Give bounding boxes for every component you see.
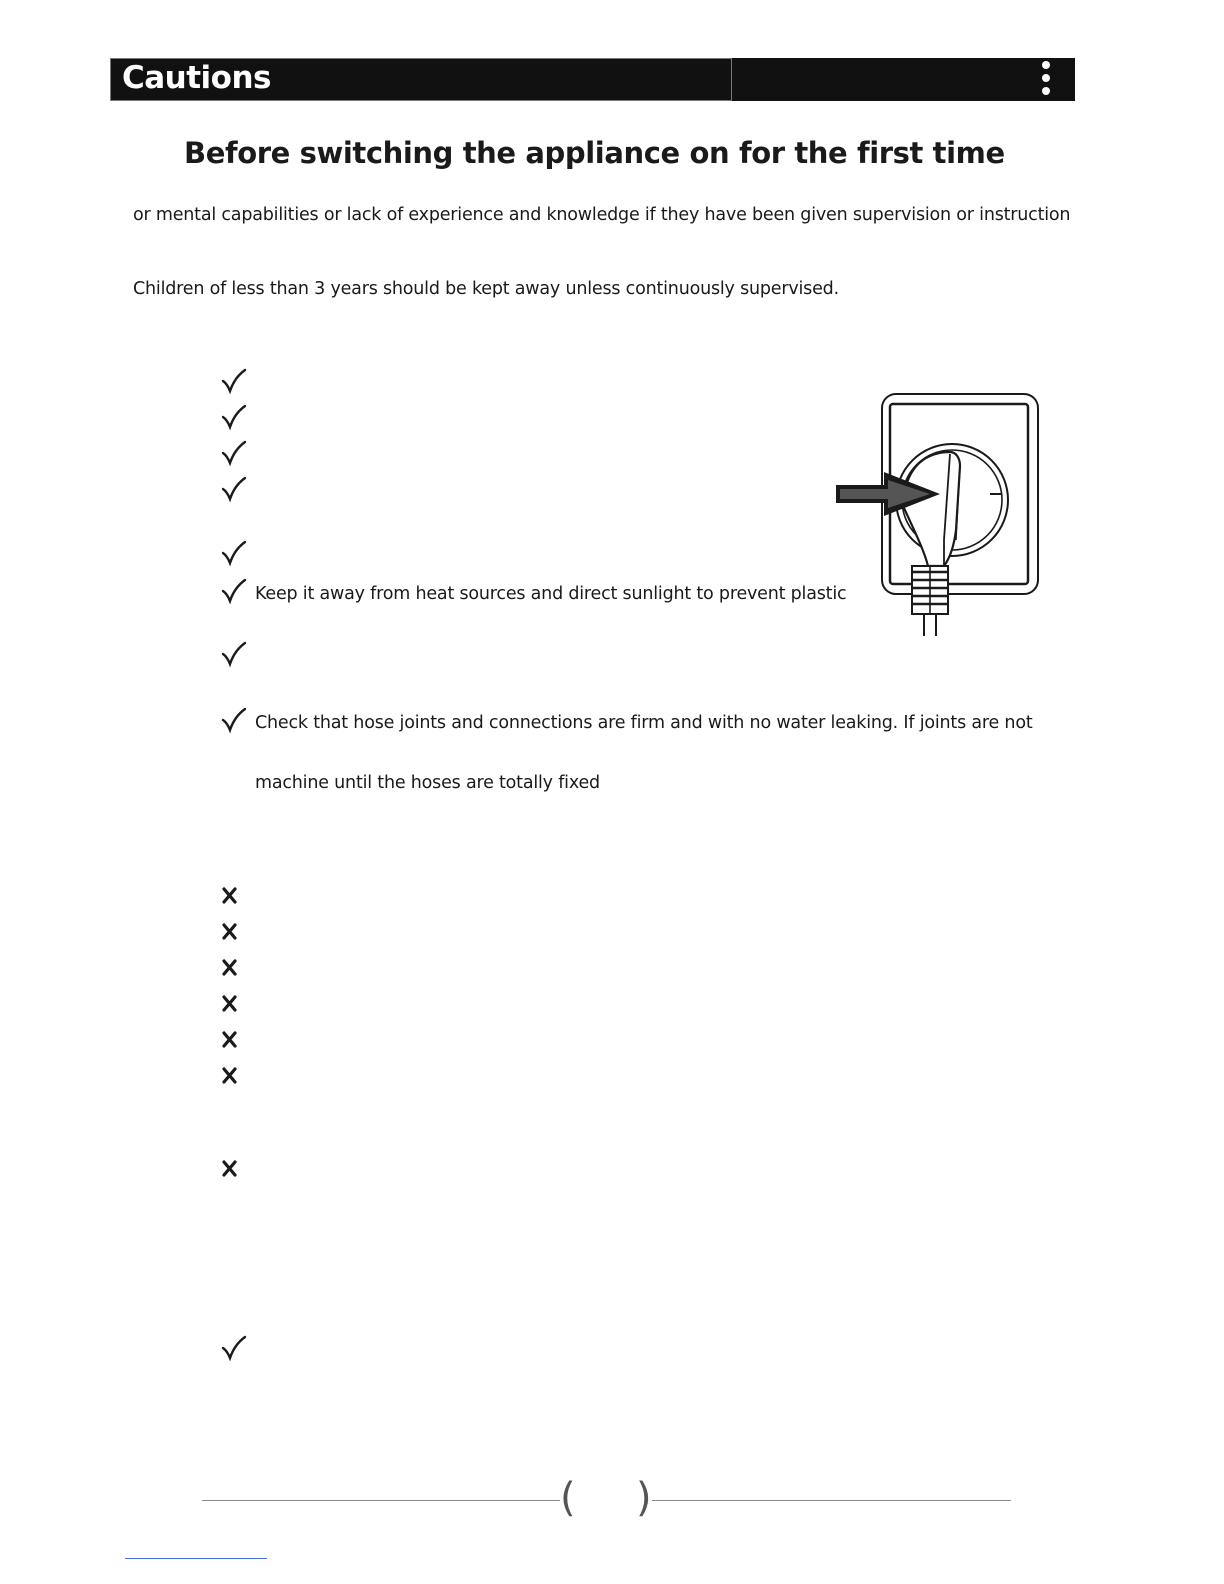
check-icon <box>220 640 248 668</box>
check-icon <box>220 539 248 567</box>
footer-rule-left <box>202 1500 560 1501</box>
check-icon <box>220 403 248 431</box>
do-item-text: Check that hose joints and connections are firm and with no water leaking. If joints are not <box>255 713 1033 733</box>
cross-icon <box>220 921 248 949</box>
check-icon <box>220 577 248 605</box>
section-header-bar <box>110 58 1075 101</box>
check-icon <box>220 1334 248 1362</box>
cross-icon <box>220 1065 248 1093</box>
do-item-text: Keep it away from heat sources and direct sunlight to prevent plastic <box>255 584 847 604</box>
cross-icon <box>220 957 248 985</box>
cross-icon <box>220 1158 248 1186</box>
footer-bracket-left: ( <box>560 1475 576 1521</box>
footer-bracket-right: ) <box>636 1475 652 1521</box>
intro-line-1: or mental capabilities or lack of experience and knowledge if they have been given supervision or instruction <box>133 205 1071 225</box>
header-title: Cautions <box>122 60 272 96</box>
cross-icon <box>220 993 248 1021</box>
check-icon <box>220 367 248 395</box>
check-icon <box>220 475 248 503</box>
cross-icon <box>220 1029 248 1057</box>
bottom-link-underline <box>125 1558 267 1559</box>
do-item-continuation: machine until the hoses are totally fixed <box>255 773 600 793</box>
cross-icon <box>220 885 248 913</box>
header-title-box <box>110 58 732 101</box>
section-heading: Before switching the appliance on for the first time <box>184 136 1005 170</box>
vertical-dots-icon <box>1041 61 1051 101</box>
intro-line-2: Children of less than 3 years should be kept away unless continuously supervised. <box>133 279 839 299</box>
footer-rule-right <box>652 1500 1011 1501</box>
check-icon <box>220 706 248 734</box>
check-icon <box>220 439 248 467</box>
plug-socket-illustration <box>832 390 1044 640</box>
